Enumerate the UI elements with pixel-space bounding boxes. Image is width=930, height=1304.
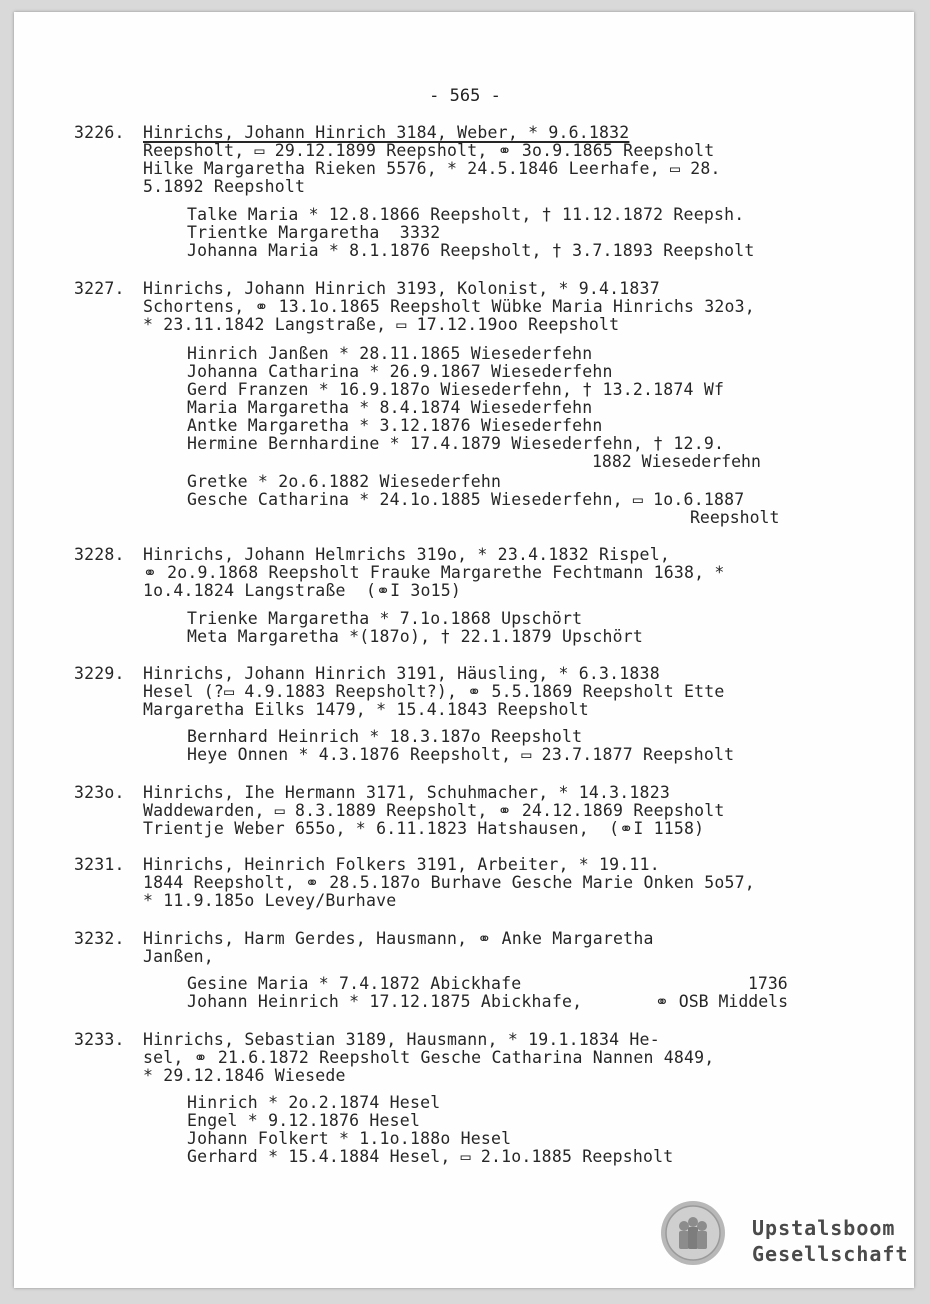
entry-line: ⚭ 2o.9.1868 Reepsholt Frauke Margarethe Fechtmann 1638, * [143,563,725,582]
side-note: ⚭ OSB Middels [655,992,789,1011]
child-line: Hermine Bernhardine * 17.4.1879 Wiesederfehn, † 12.9. [187,434,725,453]
page-number: - 565 - [429,86,501,106]
child-line-continuation: Reepsholt [690,508,780,527]
entry-line: 1o.4.1824 Langstraße (⚭I 3o15) [143,581,462,600]
child-line-continuation: 1882 Wiesederfehn [592,452,761,471]
entry-line: Hinrichs, Harm Gerdes, Hausmann, ⚭ Anke Margaretha [143,929,654,948]
child-line: Hinrich Janßen * 28.11.1865 Wiesederfehn [187,344,593,363]
child-line: Johanna Catharina * 26.9.1867 Wiesederfehn [187,362,613,381]
entry-line: * 11.9.185o Levey/Burhave [143,891,397,910]
child-line: Gretke * 2o.6.1882 Wiesederfehn [187,472,502,491]
child-line: Maria Margaretha * 8.4.1874 Wiesederfehn [187,398,593,417]
watermark-line-1: Upstalsboom [752,1216,896,1240]
child-line: Meta Margaretha *(187o), † 22.1.1879 Upschört [187,627,644,646]
entry-line: 1844 Reepsholt, ⚭ 28.5.187o Burhave Gesche Marie Onken 5o57, [143,873,755,892]
entry-line: Hinrichs, Johann Helmrichs 319o, * 23.4.1832 Rispel, [143,545,670,564]
entry-number: 3233. [74,1030,125,1049]
entry-line: Reepsholt, ▭ 29.12.1899 Reepsholt, ⚭ 3o.9.1865 Reepsholt [143,141,715,160]
entry-line: Janßen, [143,947,214,966]
child-line: Johann Heinrich * 17.12.1875 Abickhafe, [187,992,583,1011]
entry-number: 3231. [74,855,125,874]
entry-line: Hinrichs, Johann Hinrich 3184, Weber, * 9.6.1832 [143,123,630,142]
side-note: 1736 [748,974,788,993]
entry-line: Hinrichs, Johann Hinrich 3191, Häusling, * 6.3.1838 [143,664,660,683]
child-line: Talke Maria * 12.8.1866 Reepsholt, † 11.12.1872 Reepsh. [187,205,745,224]
entry-line: Margaretha Eilks 1479, * 15.4.1843 Reepsholt [143,700,589,719]
child-line: Gerhard * 15.4.1884 Hesel, ▭ 2.1o.1885 Reepsholt [187,1147,674,1166]
entry-number: 3232. [74,929,125,948]
entry-number: 3228. [74,545,125,564]
entry-line: Hinrichs, Heinrich Folkers 3191, Arbeiter, * 19.11. [143,855,660,874]
child-line: Johann Folkert * 1.1o.188o Hesel [187,1129,512,1148]
child-line: Heye Onnen * 4.3.1876 Reepsholt, ▭ 23.7.1877 Reepsholt [187,745,735,764]
entry-line: Hinrichs, Ihe Hermann 3171, Schuhmacher, * 14.3.1823 [143,783,670,802]
entry-number: 3226. [74,123,125,142]
child-line: Gesche Catharina * 24.1o.1885 Wiesederfehn, ▭ 1o.6.1887 [187,490,745,509]
entry-number: 3227. [74,279,125,298]
watermark-line-2: Gesellschaft [752,1242,909,1266]
child-line: Bernhard Heinrich * 18.3.187o Reepsholt [187,727,583,746]
entry-line: Waddewarden, ▭ 8.3.1889 Reepsholt, ⚭ 24.12.1869 Reepsholt [143,801,725,820]
entry-line: Hinrichs, Johann Hinrich 3193, Kolonist, * 9.4.1837 [143,279,660,298]
entry-number: 3229. [74,664,125,683]
child-line: Engel * 9.12.1876 Hesel [187,1111,421,1130]
upstalsboom-seal-icon [660,1200,726,1266]
entry-line: 5.1892 Reepsholt [143,177,306,196]
child-line: Trientke Margaretha 3332 [187,223,441,242]
document-page [14,12,914,1288]
entry-line: Trientje Weber 655o, * 6.11.1823 Hatshausen, (⚭I 1158) [143,819,705,838]
entry-line: Schortens, ⚭ 13.1o.1865 Reepsholt Wübke Maria Hinrichs 32o3, [143,297,755,316]
child-line: Gesine Maria * 7.4.1872 Abickhafe [187,974,522,993]
child-line: Trienke Margaretha * 7.1o.1868 Upschört [187,609,583,628]
entry-line: * 23.11.1842 Langstraße, ▭ 17.12.19oo Reepsholt [143,315,620,334]
entry-line: Hesel (?▭ 4.9.1883 Reepsholt?), ⚭ 5.5.1869 Reepsholt Ette [143,682,725,701]
entry-line: sel, ⚭ 21.6.1872 Reepsholt Gesche Catharina Nannen 4849, [143,1048,715,1067]
entry-line: Hinrichs, Sebastian 3189, Hausmann, * 19.1.1834 He- [143,1030,660,1049]
entry-number: 323o. [74,783,125,802]
child-line: Johanna Maria * 8.1.1876 Reepsholt, † 3.7.1893 Reepsholt [187,241,755,260]
entry-line: Hilke Margaretha Rieken 5576, * 24.5.1846 Leerhafe, ▭ 28. [143,159,721,178]
child-line: Hinrich * 2o.2.1874 Hesel [187,1093,441,1112]
child-line: Antke Margaretha * 3.12.1876 Wiesederfehn [187,416,603,435]
entry-line: * 29.12.1846 Wiesede [143,1066,346,1085]
child-line: Gerd Franzen * 16.9.187o Wiesederfehn, † 13.2.1874 Wf [187,380,725,399]
